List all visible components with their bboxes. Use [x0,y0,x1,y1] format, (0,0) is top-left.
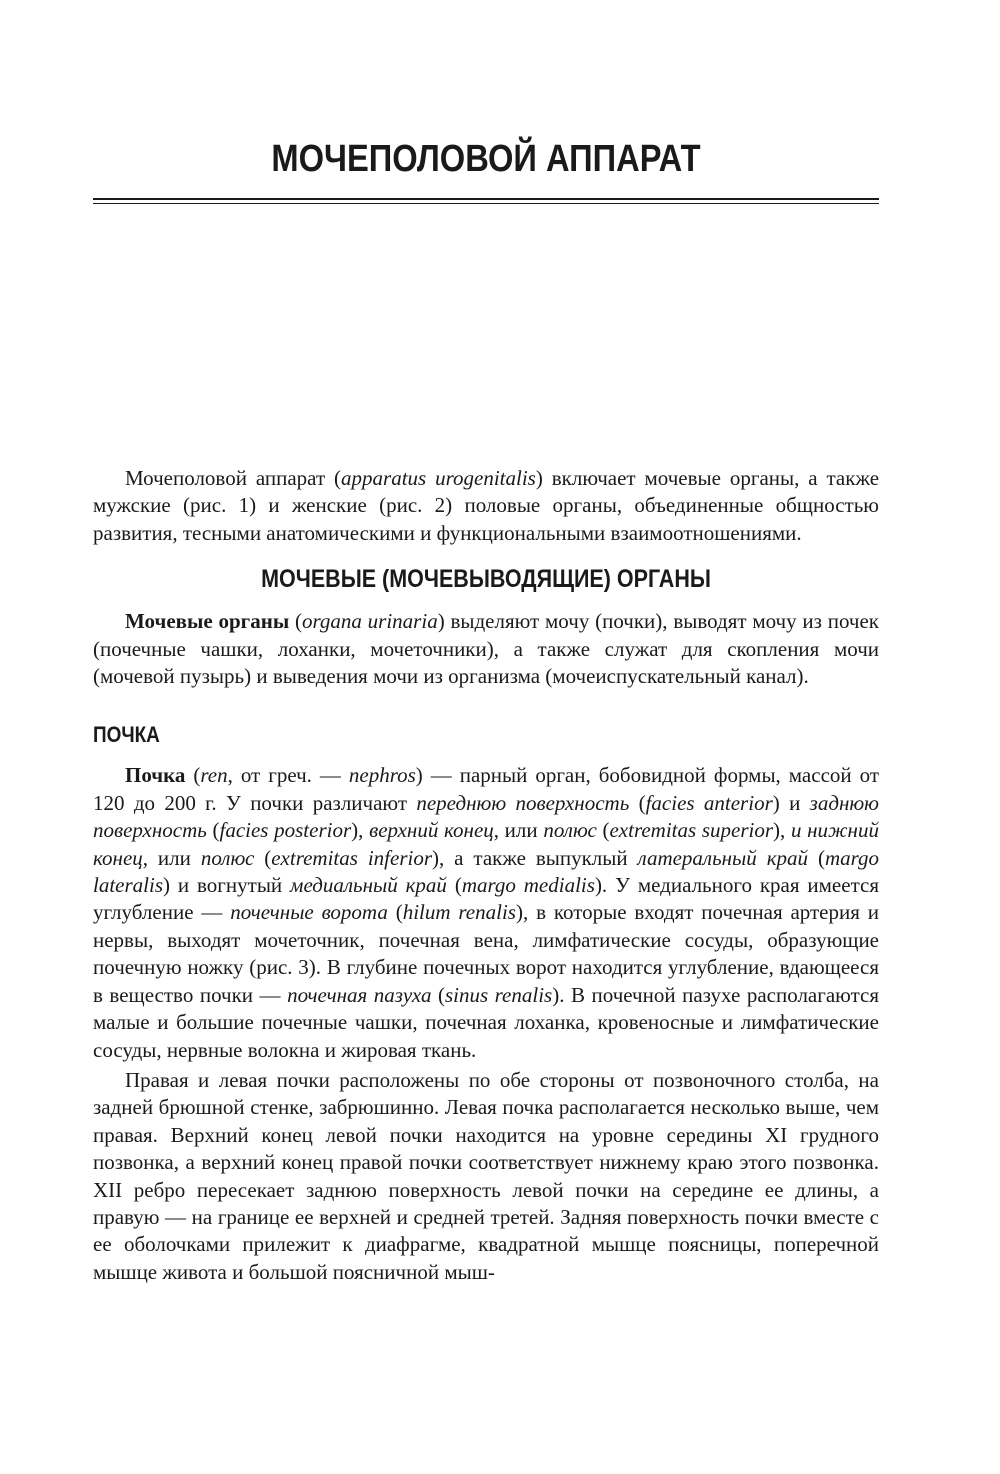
section-paragraph: Мочевые органы (organa urinaria) выделяют мочу (почки), выводят мочу из почек (почечные чашки, лоханки, мочеточники), а также служат для скопления мочи (мочевой пузырь) и выведения мочи из организма (мочеиспускательный канал). [93,609,879,689]
page-content [93,465,879,1286]
title-rule-thick [93,198,879,200]
kidney-paragraph-1: Почка (ren, от греч. — nephros) — парный орган, бобовидной формы, массой от 120 до 200 г. У почки различают переднюю поверхность (facies anterior) и заднюю поверхность (facies posterior), верхний конец, или полюс (extremitas superior), и нижний конец, или полюс (extremitas inferior), а также выпуклый латеральный край (margo lateralis) и вогнутый медиальный край (margo medialis). У медиального края имеется углубление — почечные ворота (hilum renalis), в которые входят почечная артерия и нервы, выходят мочеточник, почечная вена, лимфатические сосуды, образующие почечную ножку (рис. 3). В глубине почечных ворот находится углубление, вдающееся в вещество почки — почечная пазуха (sinus renalis). В почечной пазухе располагаются малые и большие почечные чашки, почечная лоханка, кровеносные и лимфатические сосуды, нервные волокна и жировая ткань. [93,763,880,1062]
kidney-paragraph-2: Правая и левая почки расположены по обе стороны от позвоночного столба, на задней брюшной стенке, забрюшинно. Левая почка располагается несколько выше, чем правая. Верхний конец левой почки находится на уровне середины XI грудного позвонка, а верхний конец правой почки соответствует нижнему краю этого позвонка. XII ребро пересекает заднюю поверхность левой почки на середине ее длины, а правую — на границе ее верхней и средней третей. Задняя поверхность почки вместе с ее оболочками прилежит к диафрагме, квадратной мышце поясницы, поперечной мышце живота и большой поясничной мыш- [93,1067,879,1284]
intro-paragraph: Мочеполовой аппарат (apparatus urogenitalis) включает мочевые органы, а также мужские (рис. 1) и женские (рис. 2) половые органы, объединенные общностью развития, тесными анатомическими и функциональными взаимоотношениями. [93,466,880,545]
chapter-title: МОЧЕПОЛОВОЙ АППАРАТ [271,138,701,180]
section-title: МОЧЕВЫЕ (МОЧЕВЫВОДЯЩИЕ) ОРГАНЫ [261,565,711,594]
title-rule-thin [93,203,879,204]
subsection-title: ПОЧКА [93,722,160,748]
